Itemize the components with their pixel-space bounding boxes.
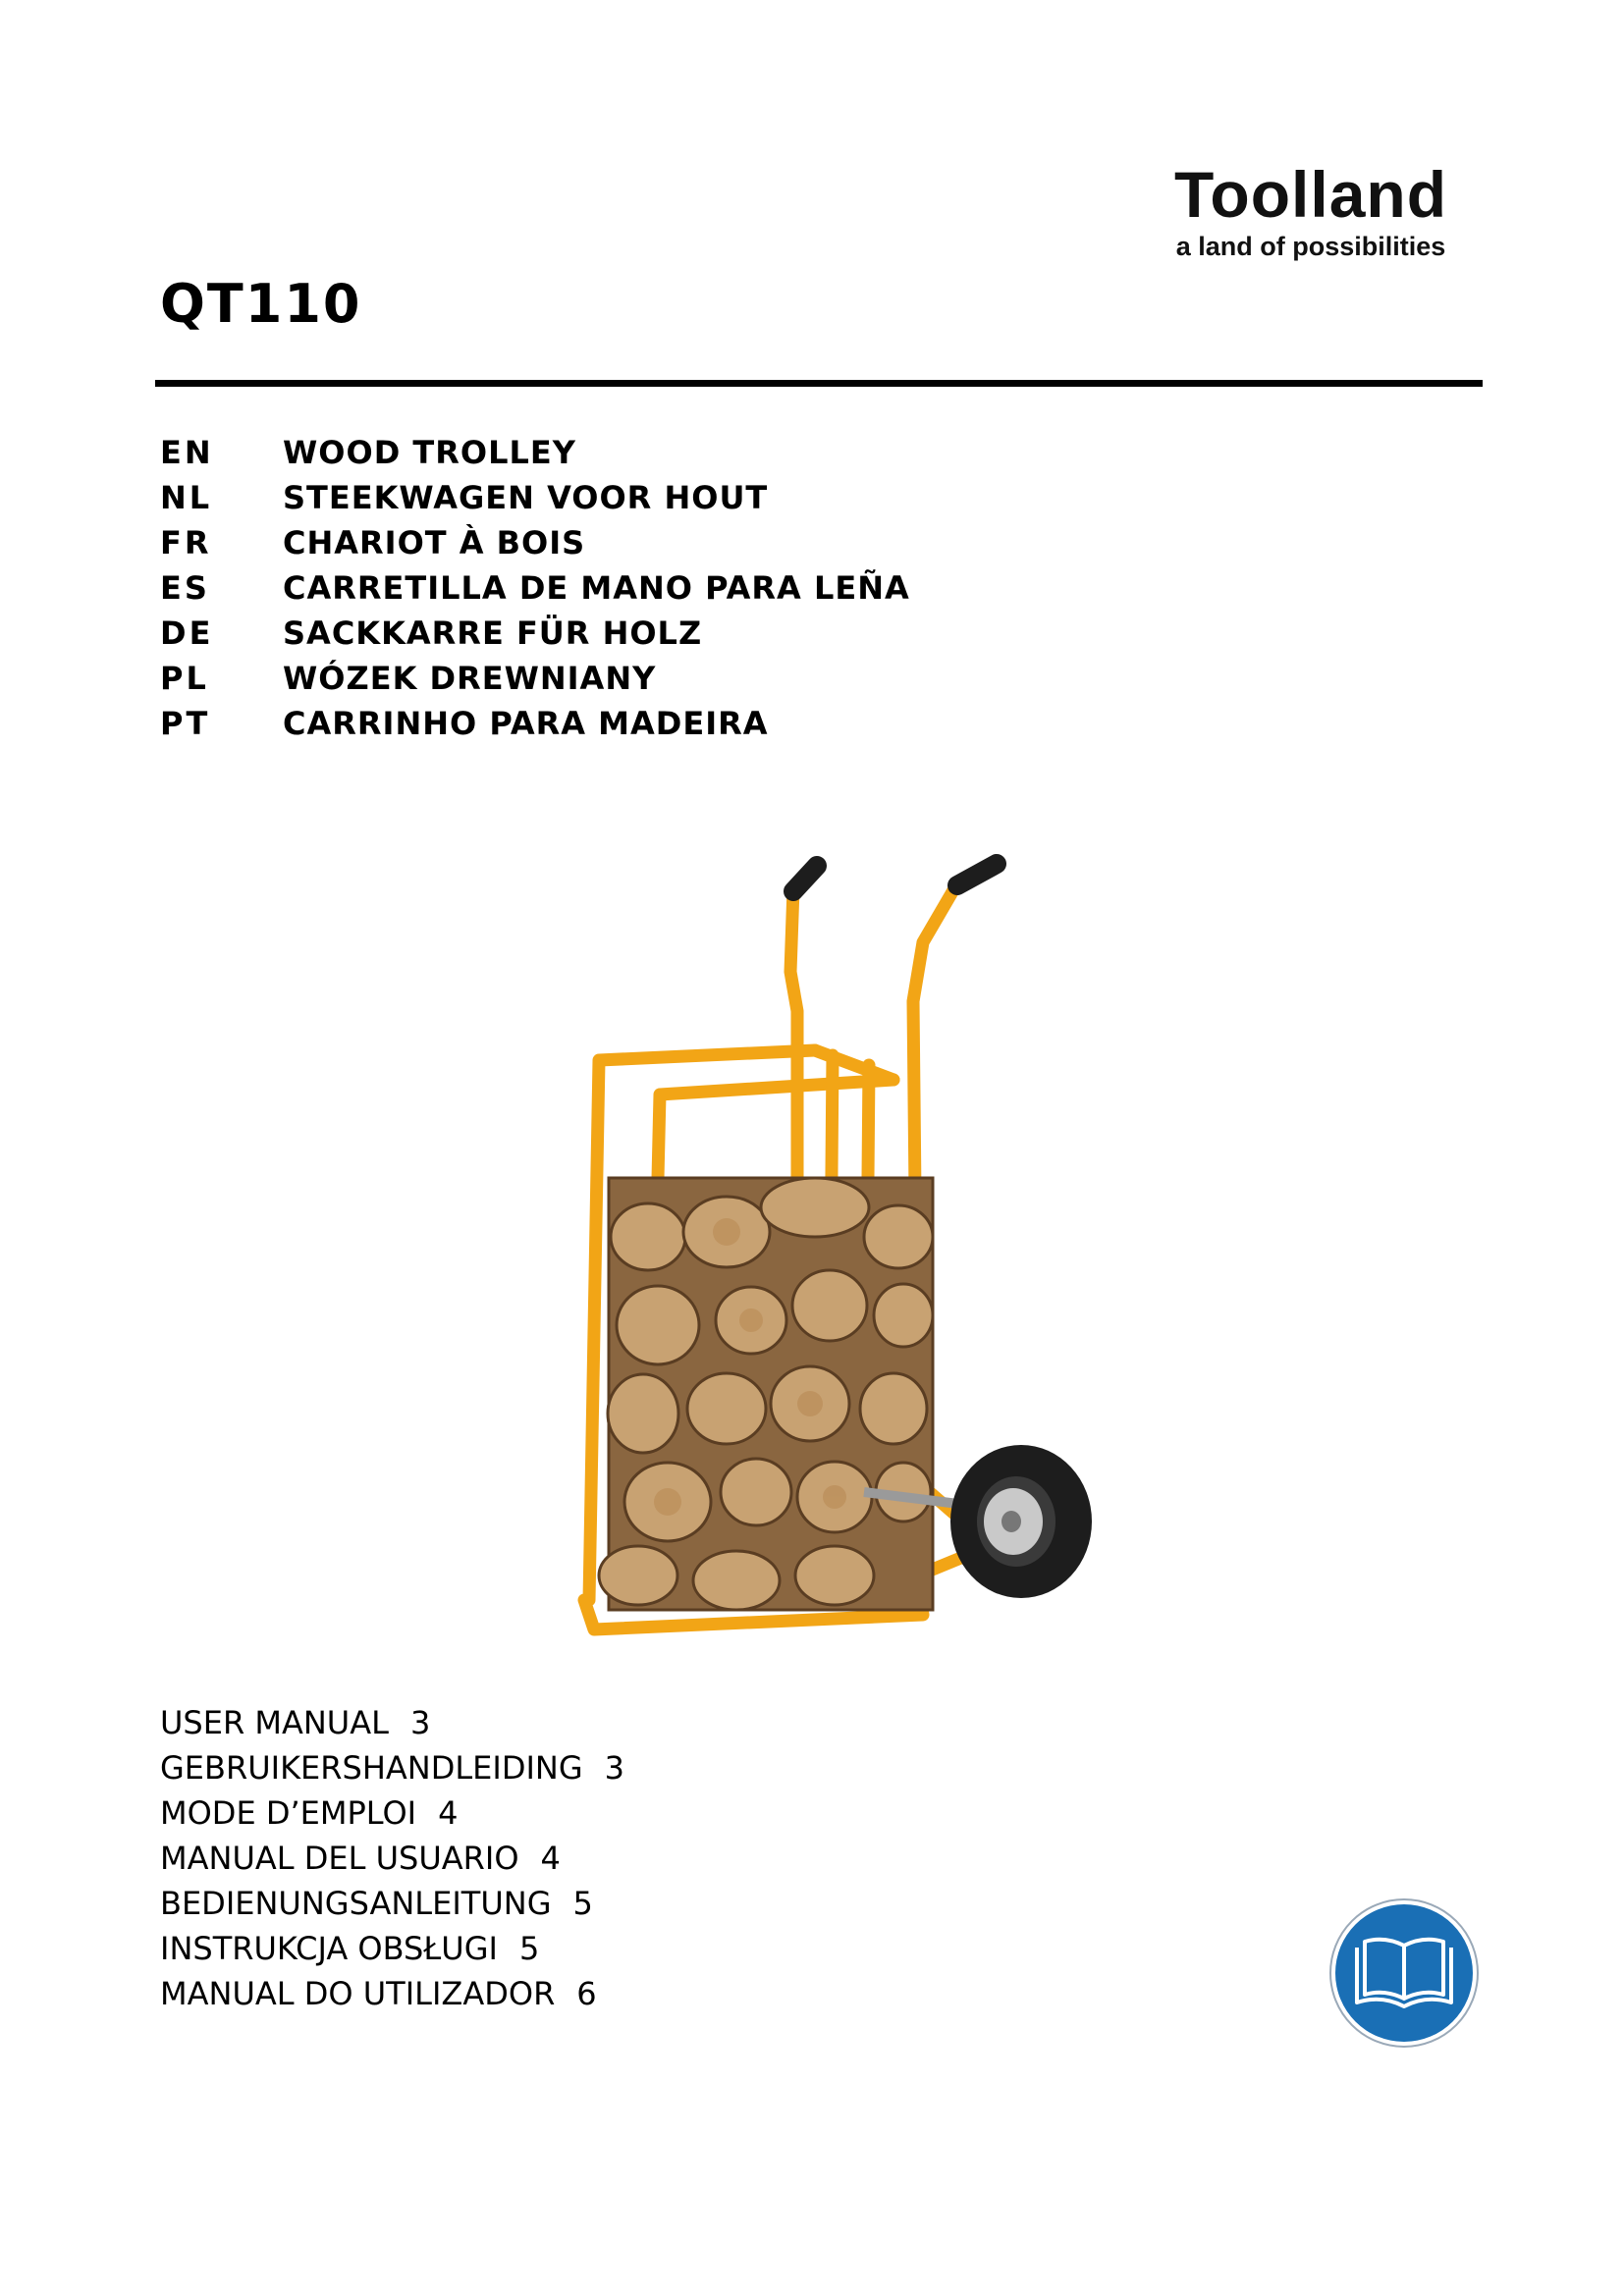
product-title-list	[160, 430, 910, 746]
toc-page-number: 3	[604, 1749, 624, 1787]
table-of-contents	[160, 1700, 624, 2016]
header-divider	[155, 380, 1483, 387]
product-title: CHARIOT À BOIS	[283, 524, 586, 561]
product-title: WOOD TROLLEY	[283, 434, 576, 471]
product-title: STEEKWAGEN VOOR HOUT	[283, 479, 769, 516]
language-code: EN	[160, 434, 214, 471]
product-title: CARRETILLA DE MANO PARA LEÑA	[283, 569, 910, 607]
language-code: ES	[160, 569, 210, 607]
toc-entry	[160, 1926, 624, 1971]
toc-label: GEBRUIKERSHANDLEIDING	[160, 1749, 583, 1787]
product-title: CARRINHO PARA MADEIRA	[283, 705, 769, 742]
wood-trolley-image	[569, 854, 1100, 1669]
brand-tagline: a land of possibilities	[1175, 232, 1446, 261]
language-code: DE	[160, 614, 214, 652]
toc-entry	[160, 1700, 624, 1745]
title-row-nl	[160, 475, 910, 520]
title-row-fr	[160, 520, 910, 565]
model-number: QT110	[160, 273, 362, 335]
toc-page-number: 3	[409, 1704, 431, 1741]
toc-page-number: 4	[540, 1840, 561, 1877]
language-code: PL	[160, 660, 209, 697]
toc-label: MANUAL DEL USUARIO	[160, 1840, 519, 1877]
product-title: SACKKARRE FÜR HOLZ	[283, 614, 703, 652]
title-row-pl	[160, 656, 910, 701]
title-row-de	[160, 611, 910, 656]
toc-page-number: 4	[438, 1794, 459, 1832]
toc-page-number: 5	[572, 1885, 593, 1922]
toc-entry	[160, 1790, 624, 1836]
toc-label: USER MANUAL	[160, 1704, 389, 1741]
read-manual-icon	[1327, 1896, 1481, 2050]
toc-label: MANUAL DO UTILIZADOR	[160, 1975, 556, 2012]
title-row-es	[160, 565, 910, 611]
wheel-icon	[950, 1445, 1092, 1598]
toc-entry	[160, 1745, 624, 1790]
product-title: WÓZEK DREWNIANY	[283, 660, 657, 697]
title-row-pt	[160, 701, 910, 746]
toc-page-number: 6	[576, 1975, 597, 2012]
toc-label: BEDIENUNGSANLEITUNG	[160, 1885, 552, 1922]
title-row-en	[160, 430, 910, 475]
language-code: NL	[160, 479, 213, 516]
toc-entry	[160, 1836, 624, 1881]
toc-label: MODE D’EMPLOI	[160, 1794, 417, 1832]
toc-label: INSTRUKCJA OBSŁUGI	[160, 1930, 498, 1967]
language-code: PT	[160, 705, 211, 742]
brand-logo	[1149, 158, 1473, 262]
toc-entry	[160, 1971, 624, 2016]
language-code: FR	[160, 524, 212, 561]
toc-entry	[160, 1881, 624, 1926]
toc-page-number: 5	[518, 1930, 540, 1967]
brand-name: Toolland	[1173, 158, 1448, 231]
